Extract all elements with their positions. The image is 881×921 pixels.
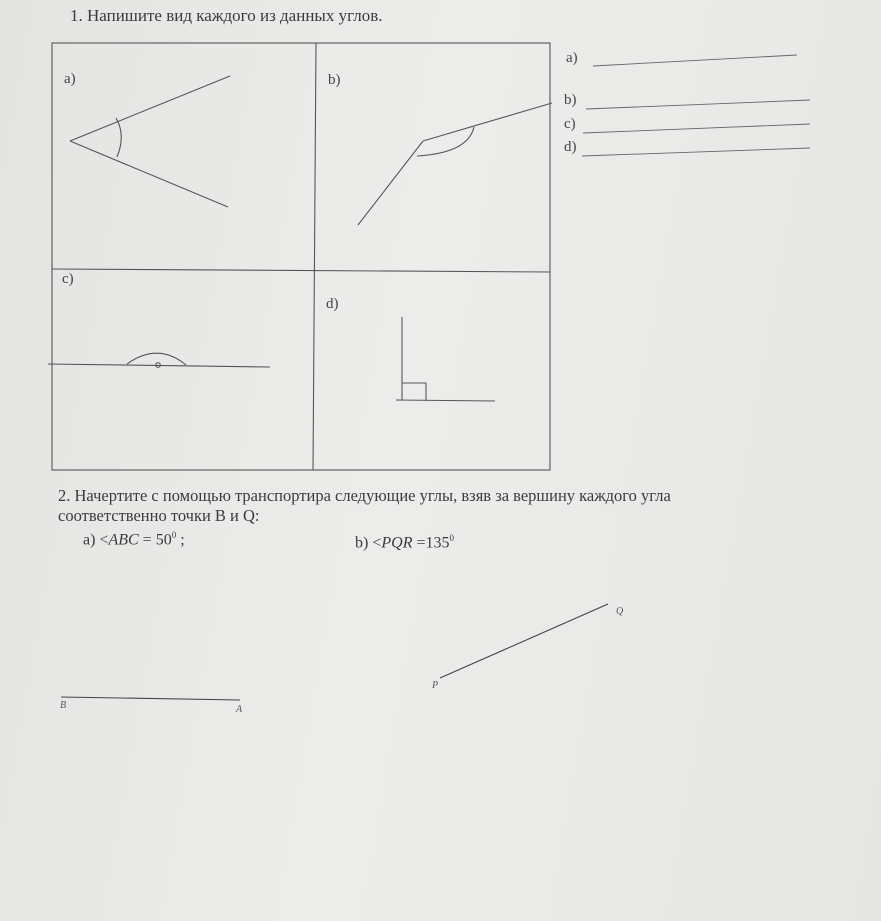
angle-a-ray-upper [70, 76, 230, 141]
grid-vertical-divider [313, 43, 316, 470]
task2-rays [61, 604, 608, 700]
answer-label-b: b) [564, 92, 577, 108]
item-a-prefix: a) < [83, 531, 109, 549]
angle-b-ray-right [423, 103, 552, 141]
answer-label-d: d) [564, 139, 577, 155]
angle-grid [52, 43, 550, 470]
cell-label-d: d) [326, 296, 339, 312]
item-b-angle: PQR [381, 534, 413, 552]
angle-a-arc [116, 118, 121, 157]
angle-b-figure [358, 103, 552, 225]
task2-item-a [83, 530, 185, 549]
angle-b-ray-down [358, 141, 423, 225]
item-a-suffix: ; [176, 531, 185, 549]
angle-a-ray-lower [70, 141, 228, 207]
point-label-A: A [236, 704, 243, 715]
cell-label-a: a) [64, 71, 76, 87]
task2-instruction-line2: соответственно точки B и Q: [58, 506, 260, 525]
angle-b-arc [417, 127, 474, 156]
item-b-eq: =135 [412, 534, 450, 552]
cell-label-c: c) [62, 271, 74, 287]
angle-c-figure [48, 353, 270, 367]
answer-lines [582, 55, 810, 156]
cell-label-b: b) [328, 72, 341, 88]
grid-horizontal-divider [52, 269, 550, 272]
point-label-B: B [60, 700, 67, 711]
point-label-P: P [432, 680, 439, 691]
answer-line-a [593, 55, 797, 66]
item-a-degree: 0 [171, 530, 177, 540]
grid-outer-frame [52, 43, 550, 470]
answer-line-c [583, 124, 810, 133]
point-label-Q: Q [616, 606, 624, 617]
angle-d-right-angle-mark [402, 383, 426, 400]
answer-line-b [586, 100, 810, 109]
ray-BA [61, 697, 240, 700]
item-a-angle: ABC [108, 531, 139, 549]
task2-item-b [355, 533, 454, 552]
task2-instruction-line1: 2. Начертите с помощью транспортира следующие углы, взяв за вершину каждого угла [58, 486, 671, 505]
item-a-eq: = 50 [138, 531, 172, 549]
item-b-prefix: b) < [355, 534, 382, 552]
angle-d-horizontal-ray [396, 400, 495, 401]
answer-line-d [582, 148, 810, 156]
answer-label-a: a) [566, 50, 578, 66]
task1-title: 1. Напишите вид каждого из данных углов. [70, 6, 383, 25]
answer-label-c: c) [564, 116, 576, 132]
item-b-degree: 0 [449, 533, 454, 543]
ray-QP [440, 604, 608, 678]
angle-a-figure [70, 76, 230, 207]
angle-d-figure [396, 317, 495, 401]
